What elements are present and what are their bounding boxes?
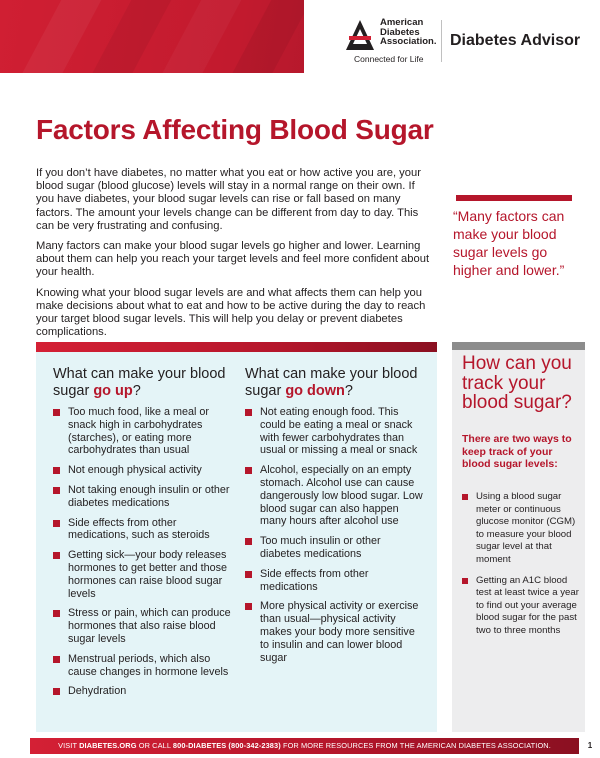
list-item: Using a blood sugar meter or continuous glucose monitor (CGM) to measure your blood sugar level at that moment: [462, 491, 580, 567]
list-item: Stress or pain, which can produce hormones that also raise blood sugar levels: [53, 607, 231, 645]
logo-divider: [441, 20, 442, 62]
bullet-square-icon: [53, 688, 60, 695]
list-item: Too much food, like a meal or snack high in carbohydrates (starches), or eating more carbohydrates than usual: [53, 406, 231, 457]
list-item: Too much insulin or other diabetes medications: [245, 535, 423, 561]
page-title: Factors Affecting Blood Sugar: [36, 114, 434, 145]
intro-text: [36, 167, 434, 346]
ada-logo-text: American Diabetes Association.: [380, 17, 437, 47]
section-rule: [36, 342, 437, 352]
footer-bar: VISIT DIABETES.ORG OR CALL 800-DIABETES (800-342-2383) FOR MORE RESOURCES FROM THE AMERICAN DIABETES ASSOCIATION.: [30, 738, 579, 754]
logo-tagline: Connected for Life: [354, 54, 424, 64]
bullet-square-icon: [245, 467, 252, 474]
bullet-square-icon: [53, 409, 60, 416]
bullet-square-icon: [53, 610, 60, 617]
list-item: More physical activity or exercise than usual—physical activity makes your body more sensitive to insulin and can lower blood sugar: [245, 600, 423, 664]
intro-paragraph-1: If you don’t have diabetes, no matter what you eat or how active you are, your blood sugar (blood glucose) levels will stay in a normal range on their own. If you have diabetes, your blood sugar levels can rise or fall based on many factors. The amount your levels change can be different from day to day. This can be very frustrating and confusing.: [36, 167, 421, 232]
list-item: Side effects from other medications, such as steroids: [53, 517, 231, 543]
footer-site-link[interactable]: DIABETES.ORG: [79, 741, 137, 750]
list-item: Dehydration: [53, 685, 231, 698]
list-item: Side effects from other medications: [245, 568, 423, 594]
ada-logo-icon: [345, 18, 375, 52]
bullet-square-icon: [53, 520, 60, 527]
bullet-square-icon: [245, 538, 252, 545]
bullet-square-icon: [53, 487, 60, 494]
go-down-list: [245, 406, 423, 664]
list-item: Not enough physical activity: [53, 464, 231, 477]
list-item: Not eating enough food. This could be eating a meal or snack with fewer carbohydrates than usual or missing a meal or snack: [245, 406, 423, 457]
bullet-square-icon: [53, 552, 60, 559]
list-item: Alcohol, especially on an empty stomach. Alcohol use can cause dangerously low blood sugar. Low blood sugar can also happen many hours after alcohol use: [245, 464, 423, 528]
go-up-column: [53, 366, 231, 705]
bullet-square-icon: [53, 656, 60, 663]
intro-paragraph-2: Many factors can make your blood sugar levels go higher and lower. Learning about them can help you reach your target levels and feel more confident about your health.: [36, 240, 430, 279]
quote-bar: [456, 195, 572, 201]
bullet-square-icon: [245, 603, 252, 610]
bullet-square-icon: [245, 409, 252, 416]
sidebar-subtitle: There are two ways to keep track of your blood sugar levels:: [462, 433, 572, 470]
brand-title: Diabetes Advisor: [450, 32, 581, 49]
list-item: Getting sick—your body releases hormones to get better and those hormones can raise blood sugar levels: [53, 549, 231, 600]
sidebar-title: How can you track your blood sugar?: [462, 353, 572, 413]
bullet-square-icon: [53, 467, 60, 474]
go-up-list: [53, 406, 231, 698]
bullet-square-icon: [462, 578, 468, 584]
go-down-heading: What can make your blood sugar go down?: [245, 366, 418, 399]
footer-phone: 800-DIABETES (800-342-2383): [172, 741, 281, 750]
page-number: 1: [587, 741, 593, 750]
list-item: Getting an A1C blood test at least twice a year to find out your average blood sugar for the past two to three months: [462, 575, 580, 638]
sidebar-topbar: [452, 342, 585, 350]
list-item: Not taking enough insulin or other diabetes medications: [53, 484, 231, 510]
list-item: Menstrual periods, which also cause changes in hormone levels: [53, 653, 231, 679]
bullet-square-icon: [245, 571, 252, 578]
go-down-column: [245, 366, 423, 671]
sidebar-list: [462, 491, 580, 646]
go-up-heading: What can make your blood sugar go up?: [53, 366, 226, 399]
intro-paragraph-3: Knowing what your blood sugar levels are and what affects them can help you make decisions about what to eat and how to be active during the day to reach your target blood sugar levels. This will help you delay or prevent diabetes complications.: [36, 286, 426, 339]
pull-quote: “Many factors can make your blood sugar levels go higher and lower.”: [453, 208, 565, 278]
bullet-square-icon: [462, 494, 468, 500]
